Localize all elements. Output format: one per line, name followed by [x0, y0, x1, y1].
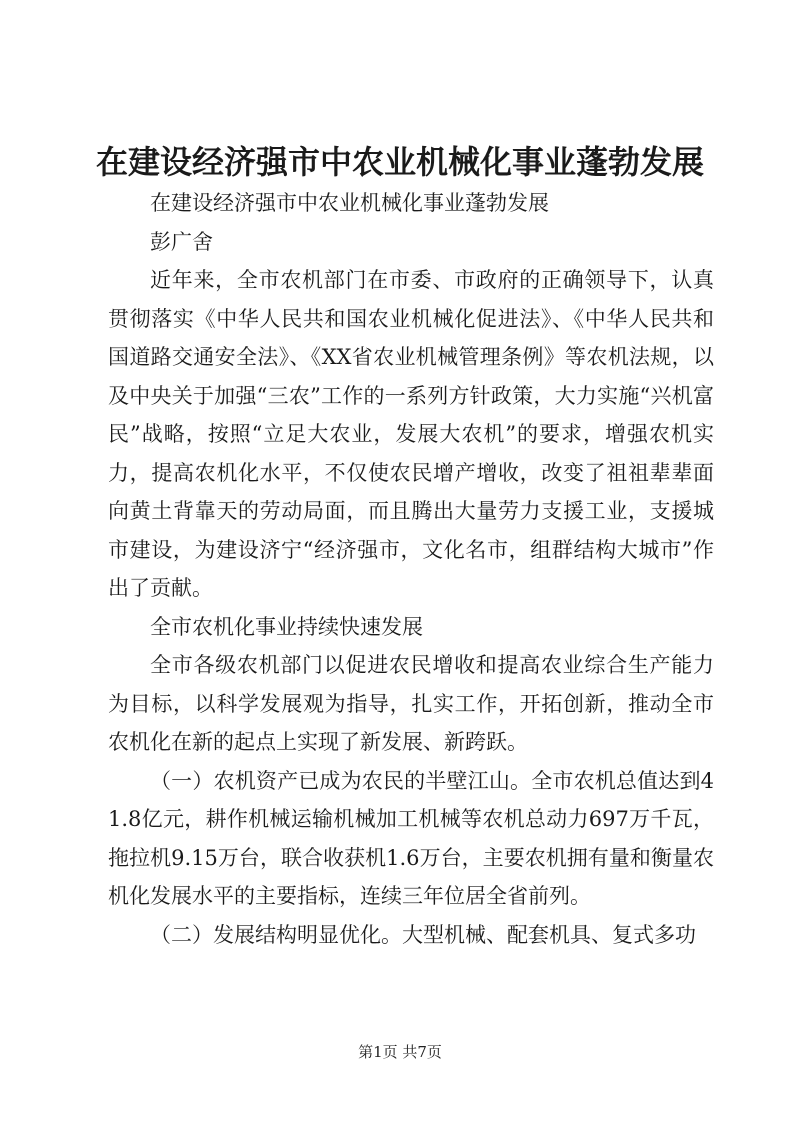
body-paragraph: （一）农机资产已成为农民的半壁江山。全市农机总值达到41.8亿元，耕作机械运输机械加工机械等农机总动力697万千瓦，拖拉机9.15万台，联合收获机1.6万台，主要农机拥有量和衡量农机化发展水平的主要指标，连续三年位居全省前列。	[108, 768, 714, 908]
body-paragraph: 近年来，全市农机部门在市委、市政府的正确领导下，认真贯彻落实《中华人民共和国农业机械化促进法》、《中华人民共和国道路交通安全法》、《XX省农业机械管理条例》等农机法规，以及中央关于加强“三农”工作的一系列方针政策，大力实施“兴机富民”战略，按照“立足大农业，发展大农机”的要求，增强农机实力，提高农机化水平，不仅使农民增产增收，改变了祖祖辈辈面向黄土背靠天的劳动局面，而且腾出大量劳力支援工业，支援城市建设，为建设济宁“经济强市，文化名市，组群结构大城市”作出了贡献。	[108, 268, 714, 600]
section-heading-paragraph: 全市农机化事业持续快速发展	[150, 614, 423, 639]
author-paragraph: 彭广舍	[150, 229, 213, 254]
document-title: 在建设经济强市中农业机械化事业蓬勃发展	[95, 143, 704, 181]
document-body	[108, 184, 714, 954]
body-paragraph: （二）发展结构明显优化。大型机械、配套机具、复式多功	[150, 922, 696, 947]
subtitle-paragraph: 在建设经济强市中农业机械化事业蓬勃发展	[150, 191, 549, 215]
page-number-footer: 第1页 共7页	[358, 1043, 442, 1061]
body-paragraph: 全市各级农机部门以促进农民增收和提高农业综合生产能力为目标，以科学发展观为指导，扎实工作，开拓创新，推动全市农机化在新的起点上实现了新发展、新跨跃。	[108, 653, 714, 754]
